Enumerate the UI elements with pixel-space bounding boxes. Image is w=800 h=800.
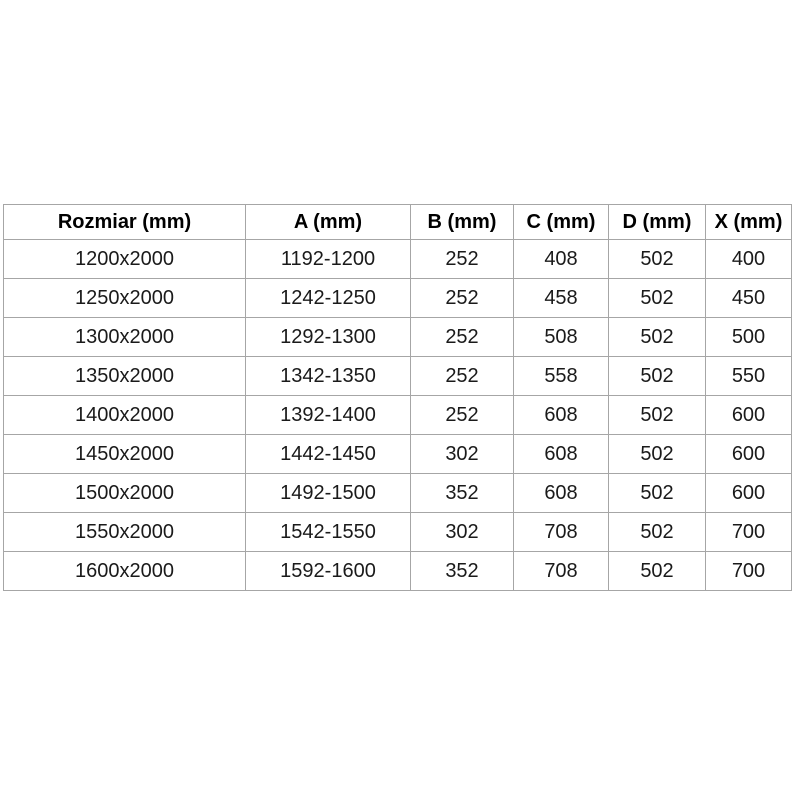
header-row — [4, 205, 792, 240]
cell-c: 508 — [514, 318, 609, 357]
cell-a: 1592-1600 — [246, 552, 411, 591]
column-header-d: D (mm) — [609, 205, 706, 240]
cell-rozmiar: 1300x2000 — [4, 318, 246, 357]
cell-x: 600 — [706, 435, 792, 474]
cell-b: 252 — [411, 318, 514, 357]
cell-b: 252 — [411, 396, 514, 435]
cell-a: 1292-1300 — [246, 318, 411, 357]
table-row — [4, 240, 792, 279]
cell-b: 252 — [411, 357, 514, 396]
cell-x: 700 — [706, 552, 792, 591]
cell-a: 1442-1450 — [246, 435, 411, 474]
cell-a: 1192-1200 — [246, 240, 411, 279]
cell-c: 458 — [514, 279, 609, 318]
cell-d: 502 — [609, 318, 706, 357]
cell-c: 608 — [514, 474, 609, 513]
cell-x: 400 — [706, 240, 792, 279]
table-row — [4, 396, 792, 435]
cell-d: 502 — [609, 513, 706, 552]
cell-b: 352 — [411, 552, 514, 591]
cell-c: 708 — [514, 552, 609, 591]
table-row — [4, 513, 792, 552]
cell-rozmiar: 1600x2000 — [4, 552, 246, 591]
cell-d: 502 — [609, 552, 706, 591]
column-header-c: C (mm) — [514, 205, 609, 240]
column-header-rozmiar: Rozmiar (mm) — [4, 205, 246, 240]
cell-b: 302 — [411, 435, 514, 474]
table-row — [4, 357, 792, 396]
cell-rozmiar: 1250x2000 — [4, 279, 246, 318]
table-row — [4, 435, 792, 474]
cell-d: 502 — [609, 357, 706, 396]
cell-rozmiar: 1500x2000 — [4, 474, 246, 513]
size-dimensions-table — [3, 204, 792, 591]
cell-rozmiar: 1450x2000 — [4, 435, 246, 474]
table-row — [4, 279, 792, 318]
column-header-b: B (mm) — [411, 205, 514, 240]
column-header-x: X (mm) — [706, 205, 792, 240]
cell-d: 502 — [609, 240, 706, 279]
cell-d: 502 — [609, 474, 706, 513]
cell-c: 558 — [514, 357, 609, 396]
cell-x: 700 — [706, 513, 792, 552]
cell-x: 600 — [706, 474, 792, 513]
cell-rozmiar: 1550x2000 — [4, 513, 246, 552]
cell-c: 708 — [514, 513, 609, 552]
cell-a: 1542-1550 — [246, 513, 411, 552]
cell-b: 252 — [411, 279, 514, 318]
cell-a: 1492-1500 — [246, 474, 411, 513]
table-row — [4, 474, 792, 513]
cell-x: 500 — [706, 318, 792, 357]
cell-c: 408 — [514, 240, 609, 279]
cell-b: 302 — [411, 513, 514, 552]
cell-c: 608 — [514, 435, 609, 474]
cell-d: 502 — [609, 396, 706, 435]
cell-a: 1242-1250 — [246, 279, 411, 318]
cell-rozmiar: 1200x2000 — [4, 240, 246, 279]
cell-a: 1392-1400 — [246, 396, 411, 435]
cell-x: 550 — [706, 357, 792, 396]
cell-b: 352 — [411, 474, 514, 513]
cell-x: 450 — [706, 279, 792, 318]
column-header-a: A (mm) — [246, 205, 411, 240]
table-row — [4, 318, 792, 357]
cell-d: 502 — [609, 435, 706, 474]
cell-b: 252 — [411, 240, 514, 279]
cell-d: 502 — [609, 279, 706, 318]
cell-rozmiar: 1400x2000 — [4, 396, 246, 435]
cell-rozmiar: 1350x2000 — [4, 357, 246, 396]
cell-a: 1342-1350 — [246, 357, 411, 396]
table-row — [4, 552, 792, 591]
cell-c: 608 — [514, 396, 609, 435]
cell-x: 600 — [706, 396, 792, 435]
